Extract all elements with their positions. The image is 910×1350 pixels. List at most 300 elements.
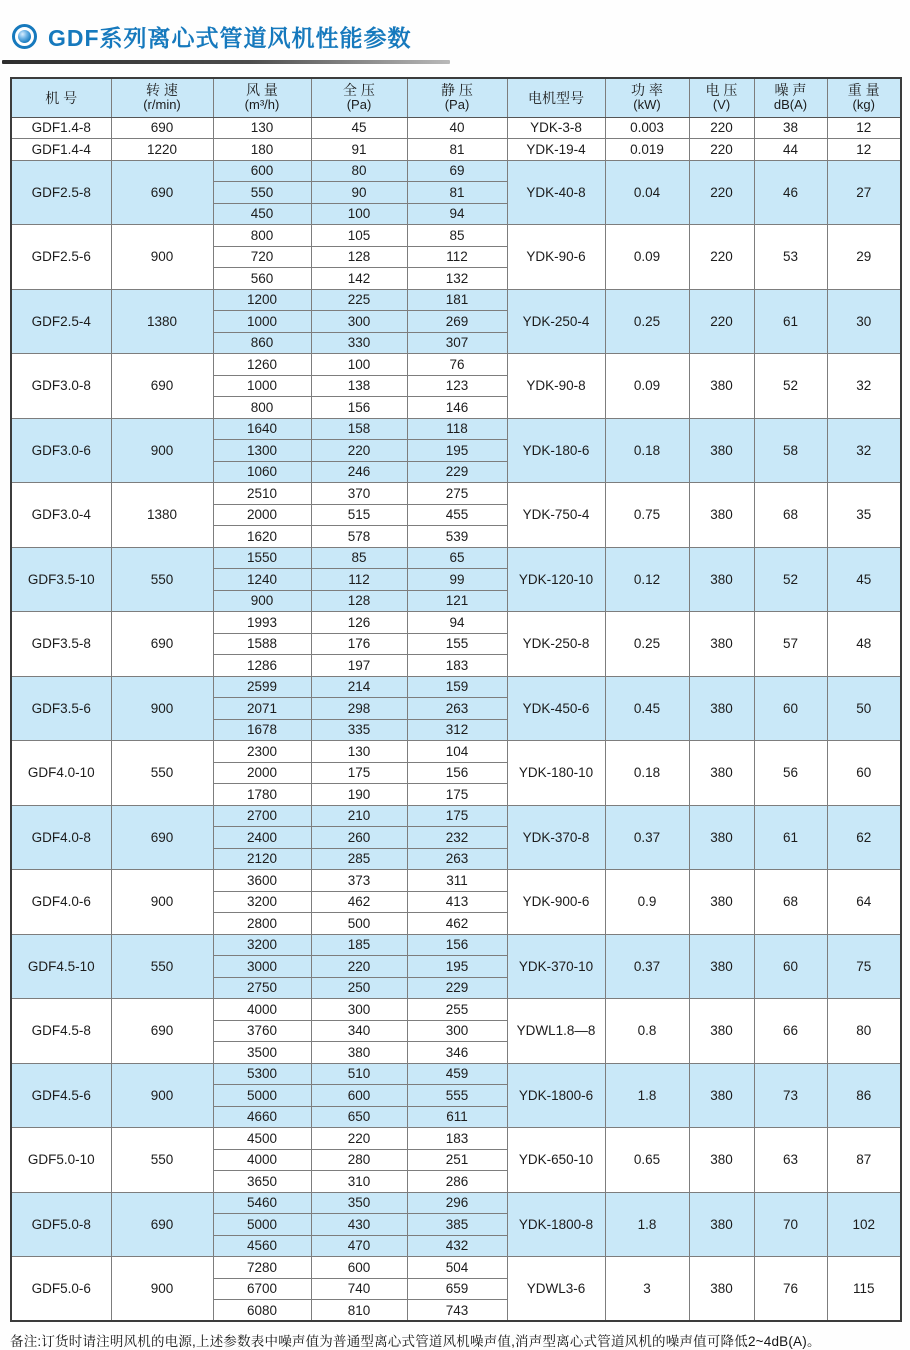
table-row xyxy=(11,612,901,634)
cell-total-pressure: 130 xyxy=(311,741,407,763)
cell-airflow: 900 xyxy=(213,590,311,612)
cell-motor: YDK-90-6 xyxy=(507,225,605,290)
cell-static-pressure: 183 xyxy=(407,1128,507,1150)
cell-power: 0.019 xyxy=(605,139,689,161)
cell-airflow: 1780 xyxy=(213,784,311,806)
cell-static-pressure: 346 xyxy=(407,1042,507,1064)
cell-power: 3 xyxy=(605,1257,689,1322)
performance-table xyxy=(10,77,902,1322)
cell-total-pressure: 650 xyxy=(311,1106,407,1128)
cell-static-pressure: 462 xyxy=(407,913,507,935)
cell-total-pressure: 280 xyxy=(311,1149,407,1171)
cell-speed: 900 xyxy=(111,225,213,290)
cell-total-pressure: 185 xyxy=(311,934,407,956)
cell-power: 0.9 xyxy=(605,870,689,935)
cell-static-pressure: 611 xyxy=(407,1106,507,1128)
cell-airflow: 1640 xyxy=(213,418,311,440)
cell-static-pressure: 251 xyxy=(407,1149,507,1171)
cell-total-pressure: 310 xyxy=(311,1171,407,1193)
cell-static-pressure: 311 xyxy=(407,870,507,892)
cell-static-pressure: 76 xyxy=(407,354,507,376)
cell-total-pressure: 373 xyxy=(311,870,407,892)
cell-model: GDF5.0-8 xyxy=(11,1192,111,1257)
cell-airflow: 720 xyxy=(213,246,311,268)
cell-static-pressure: 229 xyxy=(407,461,507,483)
cell-static-pressure: 99 xyxy=(407,569,507,591)
cell-power: 0.003 xyxy=(605,117,689,139)
cell-static-pressure: 156 xyxy=(407,934,507,956)
cell-speed: 900 xyxy=(111,1063,213,1128)
cell-total-pressure: 600 xyxy=(311,1085,407,1107)
cell-voltage: 380 xyxy=(689,1063,754,1128)
cell-static-pressure: 118 xyxy=(407,418,507,440)
cell-total-pressure: 340 xyxy=(311,1020,407,1042)
cell-airflow: 1993 xyxy=(213,612,311,634)
cell-static-pressure: 81 xyxy=(407,182,507,204)
cell-static-pressure: 286 xyxy=(407,1171,507,1193)
cell-airflow: 800 xyxy=(213,225,311,247)
cell-model: GDF4.5-10 xyxy=(11,934,111,999)
cell-voltage: 380 xyxy=(689,870,754,935)
cell-static-pressure: 94 xyxy=(407,203,507,225)
cell-static-pressure: 112 xyxy=(407,246,507,268)
cell-static-pressure: 413 xyxy=(407,891,507,913)
cell-weight: 102 xyxy=(827,1192,901,1257)
cell-voltage: 380 xyxy=(689,934,754,999)
cell-voltage: 380 xyxy=(689,483,754,548)
cell-weight: 60 xyxy=(827,741,901,806)
cell-power: 0.25 xyxy=(605,289,689,354)
cell-total-pressure: 370 xyxy=(311,483,407,505)
cell-static-pressure: 307 xyxy=(407,332,507,354)
cell-static-pressure: 539 xyxy=(407,526,507,548)
cell-airflow: 450 xyxy=(213,203,311,225)
cell-airflow: 600 xyxy=(213,160,311,182)
cell-total-pressure: 90 xyxy=(311,182,407,204)
bullet-circle-icon xyxy=(12,24,37,49)
table-row xyxy=(11,418,901,440)
cell-static-pressure: 743 xyxy=(407,1300,507,1322)
cell-airflow: 2510 xyxy=(213,483,311,505)
cell-total-pressure: 128 xyxy=(311,590,407,612)
cell-airflow: 5300 xyxy=(213,1063,311,1085)
cell-model: GDF3.0-6 xyxy=(11,418,111,483)
cell-noise: 58 xyxy=(754,418,827,483)
table-body xyxy=(11,117,901,1321)
cell-weight: 27 xyxy=(827,160,901,225)
cell-noise: 60 xyxy=(754,676,827,741)
cell-model: GDF1.4-8 xyxy=(11,117,111,139)
cell-model: GDF2.5-4 xyxy=(11,289,111,354)
cell-power: 1.8 xyxy=(605,1192,689,1257)
cell-model: GDF3.0-4 xyxy=(11,483,111,548)
cell-total-pressure: 142 xyxy=(311,268,407,290)
cell-total-pressure: 91 xyxy=(311,139,407,161)
table-row xyxy=(11,1128,901,1150)
cell-total-pressure: 220 xyxy=(311,440,407,462)
cell-weight: 30 xyxy=(827,289,901,354)
footer-note: 备注:订货时请注明风机的电源,上述参数表中噪声值为普通型离心式管道风机噪声值,消声型离心式管道风机的噪声值可降低2~4dB(A)。 xyxy=(10,1334,821,1349)
cell-airflow: 130 xyxy=(213,117,311,139)
cell-airflow: 1260 xyxy=(213,354,311,376)
cell-static-pressure: 255 xyxy=(407,999,507,1021)
column-header-speed: 转 速 (r/min) xyxy=(111,78,213,117)
table-row xyxy=(11,354,901,376)
cell-speed: 1380 xyxy=(111,483,213,548)
cell-airflow: 1000 xyxy=(213,375,311,397)
cell-airflow: 2800 xyxy=(213,913,311,935)
cell-total-pressure: 45 xyxy=(311,117,407,139)
cell-static-pressure: 263 xyxy=(407,848,507,870)
page-header xyxy=(12,20,900,53)
cell-total-pressure: 126 xyxy=(311,612,407,634)
table-row xyxy=(11,741,901,763)
cell-airflow: 4000 xyxy=(213,999,311,1021)
cell-motor: YDK-650-10 xyxy=(507,1128,605,1193)
cell-static-pressure: 85 xyxy=(407,225,507,247)
cell-airflow: 5000 xyxy=(213,1214,311,1236)
cell-total-pressure: 380 xyxy=(311,1042,407,1064)
cell-model: GDF5.0-10 xyxy=(11,1128,111,1193)
cell-power: 0.8 xyxy=(605,999,689,1064)
cell-total-pressure: 85 xyxy=(311,547,407,569)
cell-model: GDF5.0-6 xyxy=(11,1257,111,1322)
cell-airflow: 5000 xyxy=(213,1085,311,1107)
cell-weight: 87 xyxy=(827,1128,901,1193)
cell-static-pressure: 300 xyxy=(407,1020,507,1042)
cell-speed: 900 xyxy=(111,1257,213,1322)
cell-power: 0.37 xyxy=(605,934,689,999)
cell-model: GDF2.5-8 xyxy=(11,160,111,225)
cell-voltage: 380 xyxy=(689,1192,754,1257)
table-row xyxy=(11,870,901,892)
cell-airflow: 3200 xyxy=(213,891,311,913)
cell-airflow: 2071 xyxy=(213,698,311,720)
table-row xyxy=(11,225,901,247)
cell-total-pressure: 220 xyxy=(311,1128,407,1150)
cell-total-pressure: 250 xyxy=(311,977,407,999)
cell-voltage: 380 xyxy=(689,354,754,419)
cell-airflow: 560 xyxy=(213,268,311,290)
title-underline xyxy=(2,60,450,64)
cell-speed: 1380 xyxy=(111,289,213,354)
cell-airflow: 1060 xyxy=(213,461,311,483)
cell-total-pressure: 214 xyxy=(311,676,407,698)
cell-airflow: 1200 xyxy=(213,289,311,311)
cell-airflow: 1000 xyxy=(213,311,311,333)
cell-noise: 44 xyxy=(754,139,827,161)
cell-power: 0.45 xyxy=(605,676,689,741)
cell-motor: YDK-40-8 xyxy=(507,160,605,225)
cell-weight: 29 xyxy=(827,225,901,290)
cell-total-pressure: 246 xyxy=(311,461,407,483)
cell-speed: 900 xyxy=(111,870,213,935)
cell-weight: 64 xyxy=(827,870,901,935)
cell-airflow: 1588 xyxy=(213,633,311,655)
cell-static-pressure: 312 xyxy=(407,719,507,741)
cell-airflow: 1678 xyxy=(213,719,311,741)
table-header-row xyxy=(11,78,901,117)
cell-motor: YDWL1.8—8 xyxy=(507,999,605,1064)
cell-weight: 35 xyxy=(827,483,901,548)
cell-motor: YDK-250-4 xyxy=(507,289,605,354)
cell-static-pressure: 263 xyxy=(407,698,507,720)
cell-airflow: 2120 xyxy=(213,848,311,870)
cell-static-pressure: 175 xyxy=(407,805,507,827)
cell-static-pressure: 104 xyxy=(407,741,507,763)
cell-model: GDF4.5-6 xyxy=(11,1063,111,1128)
cell-power: 0.65 xyxy=(605,1128,689,1193)
table-row xyxy=(11,676,901,698)
cell-noise: 56 xyxy=(754,741,827,806)
cell-motor: YDK-450-6 xyxy=(507,676,605,741)
cell-static-pressure: 123 xyxy=(407,375,507,397)
cell-power: 1.8 xyxy=(605,1063,689,1128)
cell-power: 0.12 xyxy=(605,547,689,612)
cell-total-pressure: 350 xyxy=(311,1192,407,1214)
cell-weight: 62 xyxy=(827,805,901,870)
cell-total-pressure: 600 xyxy=(311,1257,407,1279)
cell-model: GDF4.0-8 xyxy=(11,805,111,870)
cell-airflow: 5460 xyxy=(213,1192,311,1214)
cell-static-pressure: 504 xyxy=(407,1257,507,1279)
cell-voltage: 380 xyxy=(689,418,754,483)
cell-total-pressure: 112 xyxy=(311,569,407,591)
cell-static-pressure: 195 xyxy=(407,440,507,462)
cell-power: 0.04 xyxy=(605,160,689,225)
cell-model: GDF4.0-6 xyxy=(11,870,111,935)
cell-speed: 550 xyxy=(111,1128,213,1193)
cell-airflow: 3200 xyxy=(213,934,311,956)
cell-speed: 900 xyxy=(111,418,213,483)
cell-total-pressure: 330 xyxy=(311,332,407,354)
cell-airflow: 2400 xyxy=(213,827,311,849)
cell-airflow: 550 xyxy=(213,182,311,204)
cell-motor: YDK-90-8 xyxy=(507,354,605,419)
table-row xyxy=(11,934,901,956)
cell-total-pressure: 105 xyxy=(311,225,407,247)
cell-static-pressure: 181 xyxy=(407,289,507,311)
cell-total-pressure: 100 xyxy=(311,354,407,376)
cell-motor: YDK-250-8 xyxy=(507,612,605,677)
cell-model: GDF3.5-6 xyxy=(11,676,111,741)
cell-static-pressure: 94 xyxy=(407,612,507,634)
cell-noise: 66 xyxy=(754,999,827,1064)
table-row xyxy=(11,999,901,1021)
cell-static-pressure: 432 xyxy=(407,1235,507,1257)
cell-static-pressure: 156 xyxy=(407,762,507,784)
cell-speed: 550 xyxy=(111,547,213,612)
cell-total-pressure: 500 xyxy=(311,913,407,935)
cell-voltage: 380 xyxy=(689,547,754,612)
cell-motor: YDK-180-10 xyxy=(507,741,605,806)
cell-motor: YDK-120-10 xyxy=(507,547,605,612)
cell-airflow: 2000 xyxy=(213,762,311,784)
cell-motor: YDK-180-6 xyxy=(507,418,605,483)
cell-static-pressure: 455 xyxy=(407,504,507,526)
table-row xyxy=(11,805,901,827)
cell-airflow: 1620 xyxy=(213,526,311,548)
cell-static-pressure: 275 xyxy=(407,483,507,505)
cell-total-pressure: 100 xyxy=(311,203,407,225)
cell-static-pressure: 81 xyxy=(407,139,507,161)
cell-total-pressure: 197 xyxy=(311,655,407,677)
cell-model: GDF4.0-10 xyxy=(11,741,111,806)
cell-speed: 690 xyxy=(111,805,213,870)
cell-weight: 50 xyxy=(827,676,901,741)
cell-speed: 690 xyxy=(111,160,213,225)
cell-noise: 53 xyxy=(754,225,827,290)
cell-weight: 32 xyxy=(827,354,901,419)
cell-airflow: 3600 xyxy=(213,870,311,892)
cell-voltage: 380 xyxy=(689,612,754,677)
cell-motor: YDK-370-8 xyxy=(507,805,605,870)
cell-speed: 550 xyxy=(111,934,213,999)
cell-airflow: 1550 xyxy=(213,547,311,569)
cell-static-pressure: 183 xyxy=(407,655,507,677)
cell-airflow: 180 xyxy=(213,139,311,161)
cell-voltage: 380 xyxy=(689,805,754,870)
column-header-airflow: 风 量 (m³/h) xyxy=(213,78,311,117)
cell-weight: 115 xyxy=(827,1257,901,1322)
cell-airflow: 1286 xyxy=(213,655,311,677)
cell-total-pressure: 300 xyxy=(311,999,407,1021)
cell-speed: 1220 xyxy=(111,139,213,161)
cell-airflow: 4560 xyxy=(213,1235,311,1257)
cell-model: GDF2.5-6 xyxy=(11,225,111,290)
cell-voltage: 220 xyxy=(689,225,754,290)
cell-voltage: 380 xyxy=(689,1257,754,1322)
cell-power: 0.09 xyxy=(605,225,689,290)
cell-weight: 45 xyxy=(827,547,901,612)
table-header xyxy=(11,78,901,117)
cell-total-pressure: 298 xyxy=(311,698,407,720)
cell-motor: YDK-19-4 xyxy=(507,139,605,161)
cell-power: 0.09 xyxy=(605,354,689,419)
cell-total-pressure: 578 xyxy=(311,526,407,548)
cell-airflow: 2700 xyxy=(213,805,311,827)
cell-total-pressure: 220 xyxy=(311,956,407,978)
cell-total-pressure: 260 xyxy=(311,827,407,849)
cell-total-pressure: 810 xyxy=(311,1300,407,1322)
cell-noise: 52 xyxy=(754,354,827,419)
cell-total-pressure: 510 xyxy=(311,1063,407,1085)
cell-weight: 32 xyxy=(827,418,901,483)
column-header-weight: 重 量 (kg) xyxy=(827,78,901,117)
cell-airflow: 2750 xyxy=(213,977,311,999)
cell-total-pressure: 128 xyxy=(311,246,407,268)
cell-airflow: 4500 xyxy=(213,1128,311,1150)
cell-voltage: 380 xyxy=(689,676,754,741)
cell-airflow: 860 xyxy=(213,332,311,354)
cell-noise: 68 xyxy=(754,870,827,935)
cell-total-pressure: 300 xyxy=(311,311,407,333)
cell-noise: 61 xyxy=(754,805,827,870)
cell-airflow: 3650 xyxy=(213,1171,311,1193)
table-row xyxy=(11,1063,901,1085)
cell-total-pressure: 175 xyxy=(311,762,407,784)
cell-speed: 690 xyxy=(111,1192,213,1257)
cell-airflow: 2300 xyxy=(213,741,311,763)
cell-power: 0.37 xyxy=(605,805,689,870)
cell-voltage: 380 xyxy=(689,999,754,1064)
cell-speed: 690 xyxy=(111,117,213,139)
cell-noise: 60 xyxy=(754,934,827,999)
cell-static-pressure: 132 xyxy=(407,268,507,290)
table-row xyxy=(11,160,901,182)
cell-total-pressure: 470 xyxy=(311,1235,407,1257)
cell-noise: 76 xyxy=(754,1257,827,1322)
table-row xyxy=(11,547,901,569)
column-header-total-pressure: 全 压 (Pa) xyxy=(311,78,407,117)
cell-speed: 550 xyxy=(111,741,213,806)
table-row xyxy=(11,117,901,139)
bullet-circle-core xyxy=(18,30,31,43)
cell-power: 0.75 xyxy=(605,483,689,548)
cell-voltage: 220 xyxy=(689,160,754,225)
cell-power: 0.18 xyxy=(605,418,689,483)
cell-noise: 46 xyxy=(754,160,827,225)
cell-airflow: 1240 xyxy=(213,569,311,591)
cell-static-pressure: 155 xyxy=(407,633,507,655)
cell-motor: YDK-1800-8 xyxy=(507,1192,605,1257)
cell-airflow: 3500 xyxy=(213,1042,311,1064)
cell-static-pressure: 195 xyxy=(407,956,507,978)
cell-model: GDF4.5-8 xyxy=(11,999,111,1064)
cell-voltage: 380 xyxy=(689,1128,754,1193)
cell-total-pressure: 285 xyxy=(311,848,407,870)
cell-airflow: 2000 xyxy=(213,504,311,526)
cell-total-pressure: 80 xyxy=(311,160,407,182)
cell-airflow: 4000 xyxy=(213,1149,311,1171)
cell-noise: 61 xyxy=(754,289,827,354)
cell-weight: 86 xyxy=(827,1063,901,1128)
cell-motor: YDK-750-4 xyxy=(507,483,605,548)
cell-model: GDF3.5-8 xyxy=(11,612,111,677)
cell-noise: 73 xyxy=(754,1063,827,1128)
cell-static-pressure: 175 xyxy=(407,784,507,806)
cell-airflow: 6080 xyxy=(213,1300,311,1322)
cell-weight: 80 xyxy=(827,999,901,1064)
page-title: GDF系列离心式管道风机性能参数 xyxy=(48,25,412,51)
cell-voltage: 380 xyxy=(689,741,754,806)
cell-noise: 68 xyxy=(754,483,827,548)
cell-weight: 75 xyxy=(827,934,901,999)
cell-speed: 690 xyxy=(111,354,213,419)
cell-voltage: 220 xyxy=(689,117,754,139)
cell-total-pressure: 210 xyxy=(311,805,407,827)
table-row xyxy=(11,1192,901,1214)
cell-static-pressure: 232 xyxy=(407,827,507,849)
cell-airflow: 4660 xyxy=(213,1106,311,1128)
cell-motor: YDK-3-8 xyxy=(507,117,605,139)
cell-static-pressure: 69 xyxy=(407,160,507,182)
column-header-noise: 噪 声 dB(A) xyxy=(754,78,827,117)
cell-airflow: 2599 xyxy=(213,676,311,698)
cell-motor: YDK-1800-6 xyxy=(507,1063,605,1128)
cell-static-pressure: 296 xyxy=(407,1192,507,1214)
cell-airflow: 3760 xyxy=(213,1020,311,1042)
cell-noise: 38 xyxy=(754,117,827,139)
cell-airflow: 1300 xyxy=(213,440,311,462)
cell-static-pressure: 555 xyxy=(407,1085,507,1107)
cell-speed: 900 xyxy=(111,676,213,741)
cell-total-pressure: 740 xyxy=(311,1278,407,1300)
cell-static-pressure: 65 xyxy=(407,547,507,569)
cell-total-pressure: 156 xyxy=(311,397,407,419)
cell-static-pressure: 159 xyxy=(407,676,507,698)
table-row xyxy=(11,483,901,505)
